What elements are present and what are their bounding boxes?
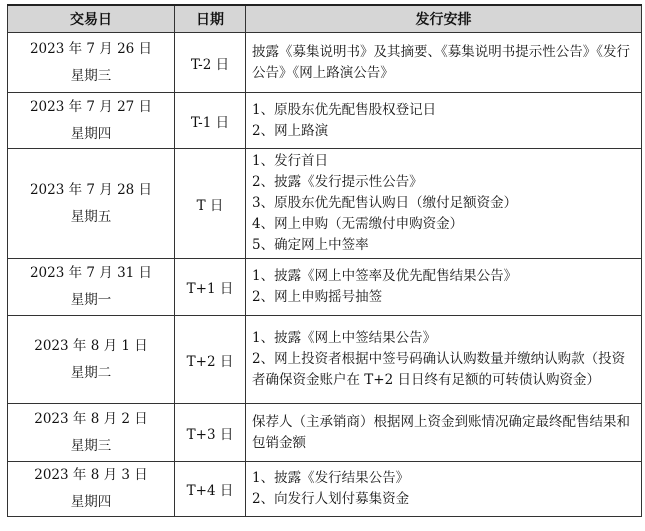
t-day-cell: T-1 日 [175,93,246,149]
trade-date-cell [8,259,175,316]
arrangement-cell [246,93,642,149]
header-day: 日期 [175,5,246,33]
trade-date-cell [8,93,175,149]
arrangement-line: 3、原股东优先配售认购日（缴付足额资金） [252,195,518,211]
table-row [8,259,642,316]
schedule-table [7,4,642,517]
arrangement-line: 5、确定网上中签率 [252,237,369,253]
arrangement-line: 1、披露《网上中签结果公告》 [252,330,437,346]
t-day-cell: T+3 日 [175,404,246,462]
arrangement-line: 2、网上路演 [252,122,329,139]
table-header-row [8,5,642,33]
weekday: 星期四 [70,125,112,142]
trade-date: 2023 年 8 月 3 日 [34,467,148,483]
weekday: 星期一 [70,292,112,308]
t-day-cell: T+1 日 [175,259,246,316]
arrangement-cell [246,33,642,93]
table-row [8,93,642,149]
arrangement-line: 保荐人（主承销商）根据网上资金到账情况确定最终配售结果和包销金额 [252,413,630,451]
trade-date-cell [8,316,175,404]
trade-date: 2023 年 7 月 31 日 [29,265,153,281]
trade-date: 2023 年 7 月 27 日 [29,98,153,115]
arrangement-line: 2、披露《发行提示性公告》 [252,174,423,190]
trade-date-cell [8,462,175,517]
arrangement-line: 4、网上申购（无需缴付申购资金） [252,216,464,232]
arrangement-line: 2、向发行人划付募集资金 [252,491,410,507]
trade-date-cell [8,33,175,93]
arrangement-cell [246,149,642,259]
table-row [8,149,642,259]
arrangement-cell [246,404,642,462]
weekday: 星期三 [70,67,112,84]
weekday: 星期五 [70,208,112,225]
table-body [8,33,642,517]
t-day-cell: T+2 日 [175,316,246,404]
arrangement-line: 2、网上投资者根据中签号码确认认购数量并缴纳认购款（投资者确保资金账户在 T+2 日日终有足额的可转债认购资金） [252,351,626,388]
table-row [8,404,642,462]
arrangement-line: 披露《募集说明书》及其摘要、《募集说明书提示性公告》《发行公告》《网上路演公告》 [252,43,630,81]
weekday: 星期三 [70,437,112,454]
arrangement-line: 1、原股东优先配售股权登记日 [252,101,437,118]
weekday: 星期二 [70,364,112,381]
trade-date-cell [8,404,175,462]
t-day-cell: T+4 日 [175,462,246,517]
arrangement-cell [246,462,642,517]
arrangement-cell [246,259,642,316]
weekday: 星期四 [70,494,112,510]
table-row [8,33,642,93]
trade-date: 2023 年 8 月 1 日 [34,337,148,354]
header-arrangement: 发行安排 [246,5,642,33]
t-day-cell: T 日 [175,149,246,259]
header-trade-date: 交易日 [8,5,175,33]
arrangement-line: 2、网上申购摇号抽签 [252,289,383,305]
arrangement-line: 1、披露《网上中签率及优先配售结果公告》 [252,268,518,284]
t-day-cell: T-2 日 [175,33,246,93]
trade-date-cell [8,149,175,259]
arrangement-line: 1、发行首日 [252,153,329,169]
trade-date: 2023 年 8 月 2 日 [34,410,148,427]
arrangement-line: 1、披露《发行结果公告》 [252,470,410,486]
arrangement-cell [246,316,642,404]
trade-date: 2023 年 7 月 26 日 [29,40,153,57]
trade-date: 2023 年 7 月 28 日 [29,181,153,198]
table-row [8,462,642,517]
table-row [8,316,642,404]
